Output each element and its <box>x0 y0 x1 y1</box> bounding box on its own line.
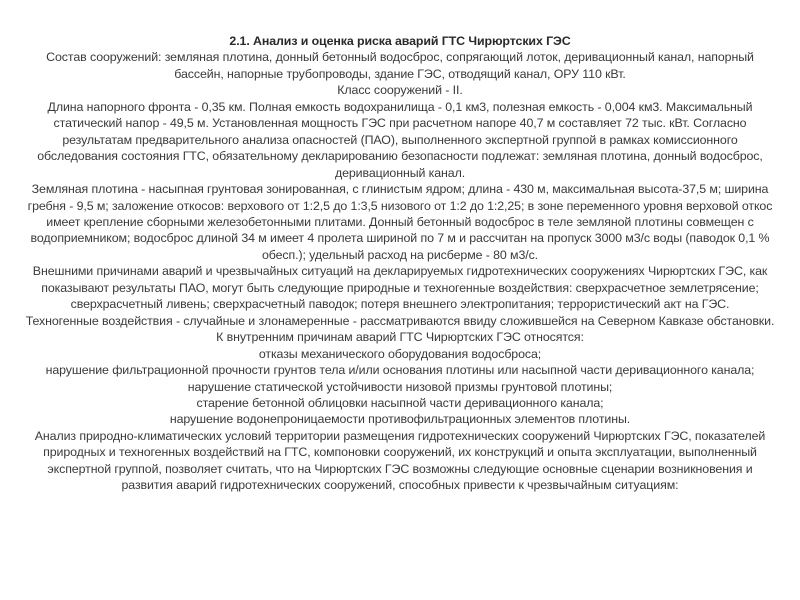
list-item: отказы механического оборудования водосброса; <box>258 346 542 361</box>
list-item: старение бетонной облицовки насыпной части деривационного канала; <box>196 395 604 410</box>
section-title: 2.1. Анализ и оценка риска аварий ГТС Чирюртских ГЭС <box>229 34 571 48</box>
paragraph-structures: Состав сооружений: земляная плотина, донный бетонный водосброс, сопрягающий лоток, деривационный канал, напорный бассейн, напорные трубопроводы, здание ГЭС, отводящий канал, ОРУ 110 кВт. <box>46 50 754 81</box>
paragraph-internal-causes: К внутренним причинам аварий ГТС Чирюртских ГЭС относятся: <box>216 330 584 345</box>
paragraph-class: Класс сооружений - II. <box>337 83 463 98</box>
paragraph-technogenic: Техногенные воздействия - случайные и злонамеренные - рассматриваются ввиду сложившейся на Северном Кавказе обстановки. <box>25 313 775 328</box>
paragraph-parameters: Длина напорного фронта - 0,35 км. Полная емкость водохранилища - 0,1 км3, полезная емкость - 0,004 км3. Максимальный статический напор - 49,5 м. Установленная мощность ГЭС при расчетном напоре 40,7 м составляет 72 тыс. кВт. Согласно результатам предварительного анализа опасностей (ПАО), выполненного экспертной группой в рамках комиссионного обследования состояния ГТС, обязательному декларированию безопасности подлежат: земляная плотина, донный водосброс, деривационный канал. <box>37 99 763 180</box>
paragraph-external-causes: Внешними причинами аварий и чрезвычайных ситуаций на декларируемых гидротехнических сооружениях Чирюртских ГЭС, как показывают результаты ПАО, могут быть следующие природные и техногенные воздействия: сверхрасчетное землетрясение; сверхрасчетный ливень; сверхрасчетный паводок; потеря внешнего электропитания; террористический акт на ГЭС. <box>32 264 768 312</box>
document-body <box>22 33 778 494</box>
list-item: нарушение статической устойчивости низовой призмы грунтовой плотины; <box>187 379 613 394</box>
paragraph-analysis: Анализ природно-климатических условий территории размещения гидротехнических сооружений Чирюртских ГЭС, показателей природных и техногенных воздействий на ГТС, компоновки сооружений, их конструкций и опыта эксплуатации, выполненный экспертной группой, позволяет считать, что на Чирюртских ГЭС возможны следующие основные сценарии возникновения и развития аварий гидротехнических сооружений, способных привести к чрезвычайным ситуациям: <box>34 428 766 493</box>
list-item: нарушение водонепроницаемости противофильтрационных элементов плотины. <box>169 412 631 427</box>
list-item: нарушение фильтрационной прочности грунтов тела и/или основания плотины или насыпной части деривационного канала; <box>45 363 755 378</box>
paragraph-dam: Земляная плотина - насыпная грунтовая зонированная, с глинистым ядром; длина - 430 м, максимальная высота-37,5 м; ширина гребня - 9,5 м; заложение откосов: верхового от 1:2,5 до 1:3,5 низового от 1:2 до 1:2,25; в зоне переменного уровня верховой откос имеет крепление сборными железобетонными плитами. Донный бетонный водосброс в теле земляной плотины совмещен с водоприемником; водосброс длиной 34 м имеет 4 пролета шириной по 7 м и рассчитан на пропуск 3000 м3/с воды (паводок 0,1 % обесп.); удельный расход на рисберме - 80 м3/с. <box>27 182 773 262</box>
